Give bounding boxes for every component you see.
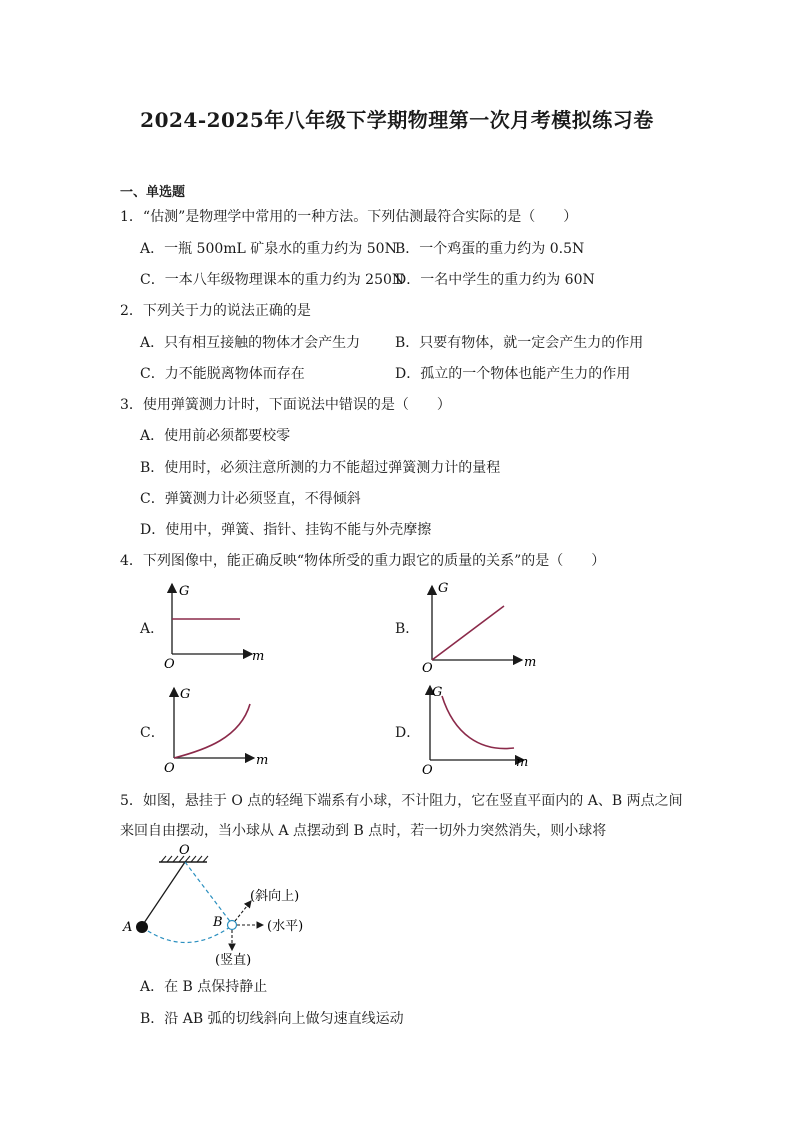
ball-at-b [228, 921, 237, 930]
dashed-string-to-b [185, 862, 232, 924]
question-5-stem-line-1: 5．如图，悬挂于 O 点的轻绳下端系有小球，不计阻力，它在竖直平面内的 A、B 两点之间 [120, 793, 683, 809]
graph-b-label: B． [395, 621, 420, 637]
graph-c-g-label: G [180, 687, 191, 702]
graph-a-label: A． [140, 621, 165, 637]
graph-c-curve [174, 704, 250, 758]
ball-at-a [136, 921, 148, 933]
graph-d-label: D． [395, 725, 421, 741]
graph-a-constant [160, 578, 270, 670]
graph-b-origin: O [422, 661, 433, 674]
question-5-option-a: A．在 B 点保持静止 [140, 979, 268, 995]
question-3-option-b: B．使用时，必须注意所测的力不能超过弹簧测力计的量程 [140, 460, 501, 476]
graph-c-origin: O [164, 761, 175, 776]
question-2-option-a: A．只有相互接触的物体才会产生力 [140, 335, 361, 351]
question-1-option-c: C．一本八年级物理课本的重力约为 250N [140, 272, 405, 288]
question-5-option-b: B．沿 AB 弧的切线斜向上做匀速直线运动 [140, 1011, 404, 1027]
graph-b-m-label: m [524, 655, 537, 670]
graph-b-line [432, 606, 504, 660]
question-1-option-a: A．一瓶 500mL 矿泉水的重力约为 50N [140, 241, 397, 257]
point-o-label: O [179, 843, 190, 858]
graph-a-origin: O [164, 657, 175, 670]
question-3-stem: 3．使用弹簧测力计时，下面说法中错误的是（ ） [120, 397, 451, 413]
question-1-stem: 1．“估测”是物理学中常用的一种方法。下列估测最符合实际的是（ ） [120, 209, 578, 225]
label-diagonal-up: (斜向上) [250, 889, 300, 904]
pendulum-string [142, 862, 185, 926]
question-1-option-d: D．一名中学生的重力约为 60N [395, 272, 595, 288]
question-4-stem: 4．下列图像中，能正确反映“物体所受的重力跟它的质量的关系”的是（ ） [120, 553, 606, 569]
question-3-option-d: D．使用中，弹簧、指针、挂钩不能与外壳摩擦 [140, 522, 432, 538]
point-a-label: A [123, 920, 133, 935]
graph-c-increasing-curve [160, 684, 270, 776]
graph-a-m-label: m [252, 649, 265, 664]
question-1-option-b: B．一个鸡蛋的重力约为 0.5N [395, 241, 585, 257]
graph-d-g-label: G [432, 685, 443, 700]
label-horizontal: (水平) [267, 919, 304, 934]
graph-c-m-label: m [256, 753, 269, 768]
question-5-stem-line-2: 来回自由摆动，当小球从 A 点摆动到 B 点时，若一切外力突然消失，则小球将 [120, 823, 607, 839]
graph-a-g-label: G [179, 584, 190, 599]
graph-d-m-label: m [516, 755, 529, 770]
graph-b-proportional [418, 578, 548, 674]
pendulum-figure [115, 840, 330, 970]
point-b-label: B [213, 915, 223, 930]
question-2-stem: 2．下列关于力的说法正确的是 [120, 303, 311, 319]
graph-b-g-label: G [438, 581, 449, 596]
graph-d-origin: O [422, 763, 433, 776]
question-2-option-c: C．力不能脱离物体而存在 [140, 366, 305, 382]
graph-d-curve [442, 696, 514, 749]
label-vertical: (竖直) [215, 953, 252, 968]
question-3-option-a: A．使用前必须都要校零 [140, 428, 291, 444]
arrow-diagonal-up [235, 901, 251, 921]
question-2-option-b: B．只要有物体，就一定会产生力的作用 [395, 335, 644, 351]
question-3-option-c: C．弹簧测力计必须竖直，不得倾斜 [140, 491, 361, 507]
page-title: 2024-2025年八年级下学期物理第一次月考模拟练习卷 [140, 108, 654, 132]
section-heading: 一、单选题 [120, 185, 186, 200]
question-2-option-d: D．孤立的一个物体也能产生力的作用 [395, 366, 631, 382]
graph-c-label: C． [140, 725, 165, 741]
graph-d-decreasing-curve [418, 682, 538, 776]
